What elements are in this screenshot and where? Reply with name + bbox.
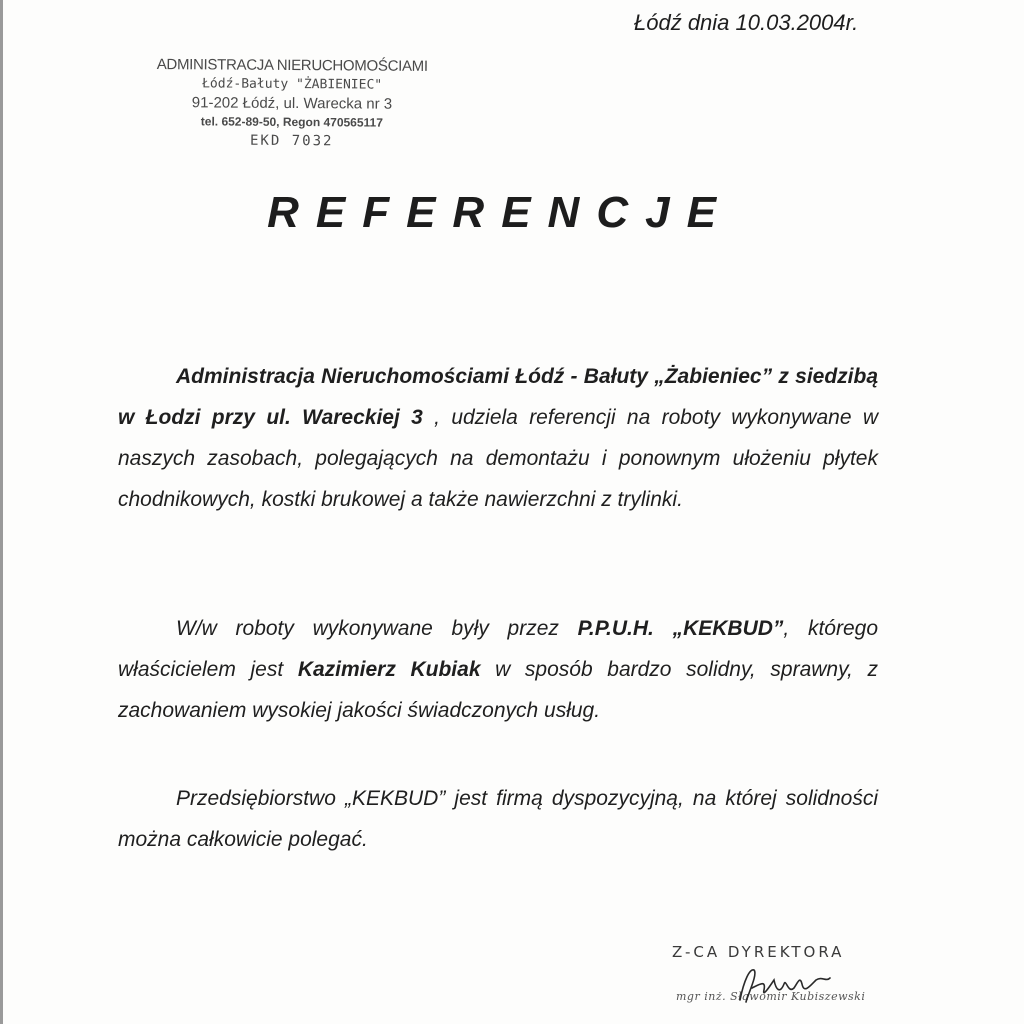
paragraph-3-text: Przedsiębiorstwo „KEKBUD” jest firmą dyspozycyjną, na której solidności można całkowicie polegać. [118,787,878,851]
stamp-line-2: Łódź-Bałuty "ŻABIENIEC" [202,76,383,93]
stamp-line-4: tel. 652-89-50, Regon 470565117 [200,114,383,130]
paragraph-2-text-1: W/w roboty wykonywane były przez [176,617,578,640]
document-date: Łódź dnia 10.03.2004r. [634,10,859,35]
paragraph-1-company: Administracja Nieruchomościami Łódź - Bałuty „Żabieniec” [176,365,773,388]
paragraph-2-text-2: , którego właścicielem jest [118,617,878,681]
stamp-line-3: 91-202 Łódź, ul. Warecka nr 3 [191,94,393,113]
paragraph-2-contractor: P.P.U.H. „KEKBUD” [577,617,784,640]
paragraph-2-owner: Kazimierz Kubiak [297,658,481,681]
handwritten-signature [730,950,840,1010]
signature-title: Z-CA DYREKTORA [672,943,845,961]
company-stamp [152,55,433,152]
stamp-line-5: EKD 7032 [249,132,334,150]
paragraph-3 [118,778,878,860]
paragraph-1-address: z siedzibą w Łodzi przy ul. Wareckiej 3 [118,365,878,429]
document-title: REFERENCJE [267,188,733,237]
signature-name: mgr inż. Sławomir Kubiszewski [676,990,866,1003]
paragraph-1-text: , udziela referencji na roboty wykonywane w naszych zasobach, polegających na demontażu i ponownym ułożeniu płytek chodnikowych, kostki brukowej a także nawierzchni z trylinki. [118,406,878,511]
paragraph-2 [118,608,878,731]
page-edge [0,0,3,1024]
paragraph-2-text-3: w sposób bardzo solidny, sprawny, z zachowaniem wysokiej jakości świadczonych usług. [118,658,878,722]
stamp-line-1: ADMINISTRACJA NIERUCHOMOŚCIAMI [156,56,428,75]
paragraph-1 [118,356,878,520]
